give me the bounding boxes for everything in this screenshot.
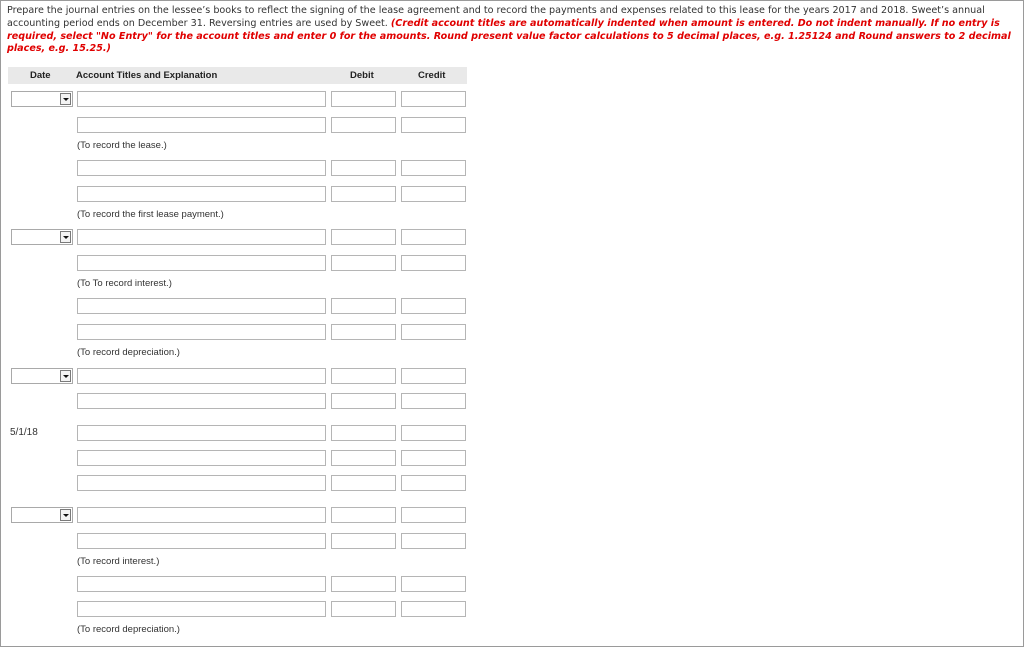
- account-title-input[interactable]: [77, 160, 326, 176]
- debit-input[interactable]: [331, 91, 396, 107]
- entry-explanation: (To To record interest.): [77, 278, 172, 289]
- credit-input[interactable]: [401, 117, 466, 133]
- account-title-input[interactable]: [77, 324, 326, 340]
- debit-input[interactable]: [331, 186, 396, 202]
- debit-input[interactable]: [331, 576, 396, 592]
- header-debit: Debit: [350, 70, 374, 81]
- credit-input[interactable]: [401, 425, 466, 441]
- account-title-input[interactable]: [77, 368, 326, 384]
- date-select[interactable]: [11, 507, 73, 523]
- account-title-input[interactable]: [77, 393, 326, 409]
- entry-explanation: (To record depreciation.): [77, 624, 180, 635]
- date-select[interactable]: [11, 368, 73, 384]
- entry-explanation: (To record interest.): [77, 556, 160, 567]
- entry-explanation: (To record the lease.): [77, 140, 167, 151]
- credit-input[interactable]: [401, 298, 466, 314]
- credit-input[interactable]: [401, 393, 466, 409]
- chevron-down-icon: [60, 93, 71, 105]
- account-title-input[interactable]: [77, 475, 326, 491]
- account-title-input[interactable]: [77, 601, 326, 617]
- chevron-down-icon: [60, 231, 71, 243]
- account-title-input[interactable]: [77, 507, 326, 523]
- debit-input[interactable]: [331, 298, 396, 314]
- entry-explanation: (To record depreciation.): [77, 347, 180, 358]
- credit-input[interactable]: [401, 368, 466, 384]
- debit-input[interactable]: [331, 425, 396, 441]
- account-title-input[interactable]: [77, 255, 326, 271]
- chevron-down-icon: [60, 509, 71, 521]
- chevron-down-icon: [60, 370, 71, 382]
- date-select[interactable]: [11, 91, 73, 107]
- credit-input[interactable]: [401, 255, 466, 271]
- account-title-input[interactable]: [77, 298, 326, 314]
- credit-input[interactable]: [401, 229, 466, 245]
- debit-input[interactable]: [331, 368, 396, 384]
- header-date: Date: [30, 70, 51, 81]
- account-title-input[interactable]: [77, 576, 326, 592]
- credit-input[interactable]: [401, 160, 466, 176]
- instructions: [7, 5, 1013, 56]
- header-credit: Credit: [418, 70, 446, 81]
- account-title-input[interactable]: [77, 91, 326, 107]
- account-title-input[interactable]: [77, 117, 326, 133]
- date-select[interactable]: [11, 229, 73, 245]
- instructions-text: Prepare the journal entries on the lessee’s books to reflect the signing of the lease agreement and to record the payments and expenses related to this lease for the years 2017 and 2018. Sweet’s annual accounting period ends on December 31. Reversing entries are used by Sweet.: [7, 5, 985, 29]
- entry-explanation: (To record the first lease payment.): [77, 209, 224, 220]
- credit-input[interactable]: [401, 91, 466, 107]
- table-header: [8, 67, 467, 84]
- debit-input[interactable]: [331, 507, 396, 523]
- credit-input[interactable]: [401, 576, 466, 592]
- debit-input[interactable]: [331, 601, 396, 617]
- debit-input[interactable]: [331, 117, 396, 133]
- debit-input[interactable]: [331, 450, 396, 466]
- instructions-emphasis: (Credit account titles are automatically indented when amount is entered. Do not indent manually. If no entry is required, select "No Entry" for the account titles and enter 0 for the amounts. Round present value factor calculations to 5 decimal places, e.g. 1.25124 and Round answers to 2 decimal places, e.g. 15.25.): [7, 17, 1011, 55]
- credit-input[interactable]: [401, 324, 466, 340]
- debit-input[interactable]: [331, 533, 396, 549]
- header-account-titles: Account Titles and Explanation: [76, 70, 218, 81]
- credit-input[interactable]: [401, 507, 466, 523]
- account-title-input[interactable]: [77, 450, 326, 466]
- debit-input[interactable]: [331, 255, 396, 271]
- debit-input[interactable]: [331, 393, 396, 409]
- credit-input[interactable]: [401, 475, 466, 491]
- entry-date: 5/1/18: [10, 427, 38, 438]
- credit-input[interactable]: [401, 533, 466, 549]
- account-title-input[interactable]: [77, 186, 326, 202]
- credit-input[interactable]: [401, 186, 466, 202]
- credit-input[interactable]: [401, 450, 466, 466]
- credit-input[interactable]: [401, 601, 466, 617]
- debit-input[interactable]: [331, 160, 396, 176]
- debit-input[interactable]: [331, 229, 396, 245]
- debit-input[interactable]: [331, 324, 396, 340]
- account-title-input[interactable]: [77, 533, 326, 549]
- debit-input[interactable]: [331, 475, 396, 491]
- account-title-input[interactable]: [77, 229, 326, 245]
- account-title-input[interactable]: [77, 425, 326, 441]
